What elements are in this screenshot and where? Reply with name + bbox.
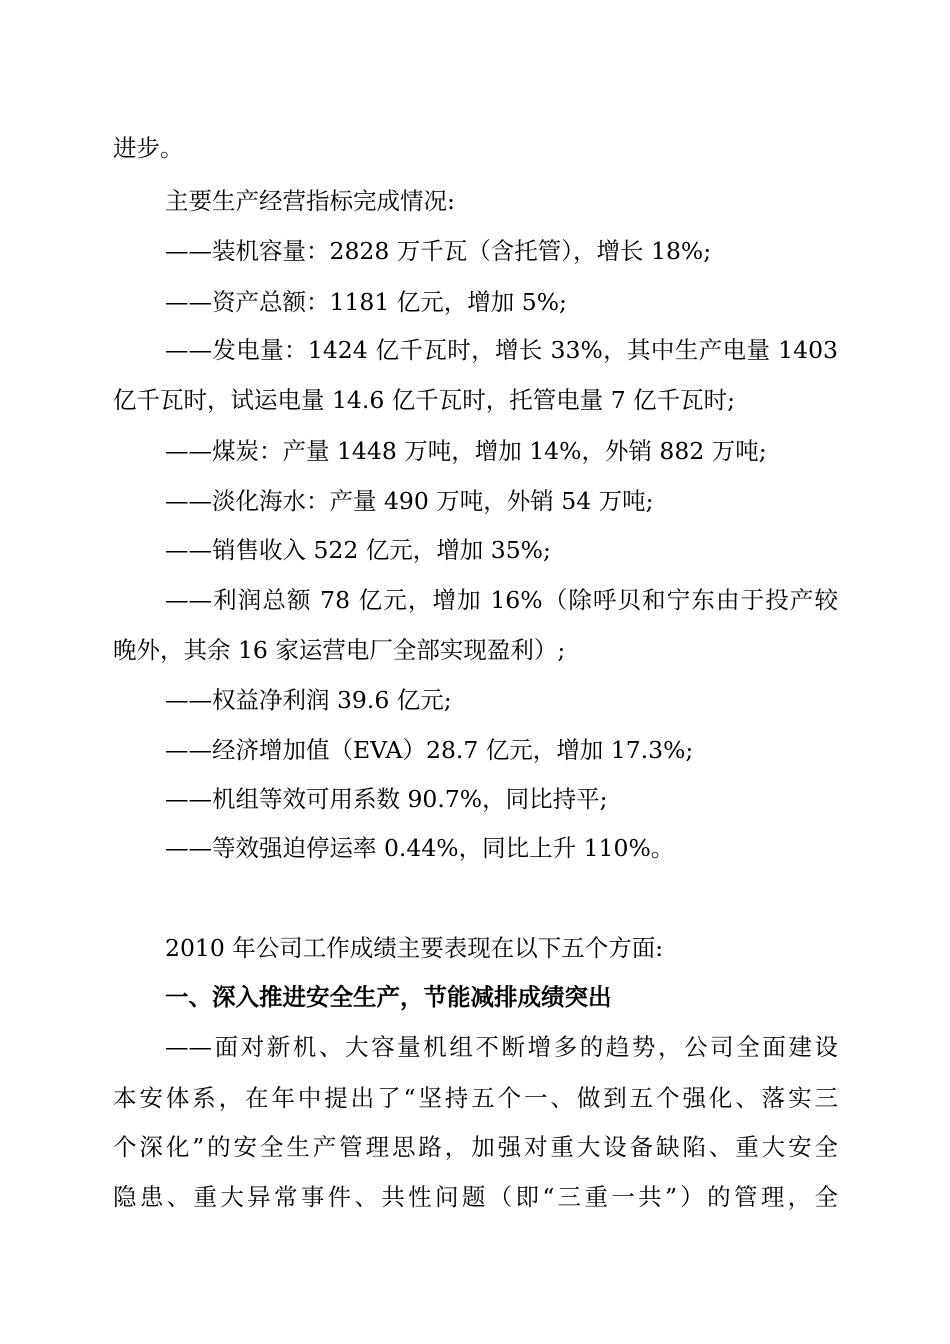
indicator-item: ——资产总额：1181 亿元，增加 5%; bbox=[165, 288, 567, 316]
indicator-item-continued: 亿千瓦时，试运电量 14.6 亿千瓦时，托管电量 7 亿千瓦时; bbox=[113, 386, 736, 414]
indicator-item-continued: 晚外，其余 16 家运营电厂全部实现盈利）; bbox=[113, 636, 566, 664]
indicator-item: ——经济增加值（EVA）28.7 亿元，增加 17.3%; bbox=[165, 736, 694, 764]
section-intro: 2010 年公司工作成绩主要表现在以下五个方面: bbox=[165, 934, 664, 962]
paragraph-line: ——面对新机、大容量机组不断增多的趋势，公司全面建设 bbox=[165, 1033, 838, 1061]
section-heading: 一、深入推进安全生产，节能减排成绩突出 bbox=[165, 983, 612, 1011]
indicator-item: ——机组等效可用系数 90.7%，同比持平; bbox=[165, 785, 608, 813]
indicator-item: ——销售收入 522 亿元，增加 35%; bbox=[165, 536, 551, 564]
section-intro: 主要生产经营指标完成情况: bbox=[165, 187, 455, 215]
paragraph-line: 进步。 bbox=[113, 134, 184, 162]
indicator-item: ——发电量：1424 亿千瓦时，增长 33%，其中生产电量 1403 bbox=[165, 336, 838, 364]
indicator-item: ——煤炭：产量 1448 万吨，增加 14%，外销 882 万吨; bbox=[165, 437, 767, 465]
paragraph-line: 本安体系，在年中提出了“坚持五个一、做到五个强化、落实三 bbox=[113, 1084, 838, 1112]
indicator-item: ——装机容量：2828 万千瓦（含托管），增长 18%; bbox=[165, 237, 712, 265]
indicator-item: ——等效强迫停运率 0.44%，同比上升 110%。 bbox=[165, 834, 675, 862]
paragraph-line: 隐患、重大异常事件、共性问题（即“三重一共”）的管理，全 bbox=[113, 1183, 838, 1211]
indicator-item: ——淡化海水：产量 490 万吨，外销 54 万吨; bbox=[165, 487, 654, 515]
indicator-item: ——利润总额 78 亿元，增加 16%（除呼贝和宁东由于投产较 bbox=[165, 586, 838, 614]
paragraph-line: 个深化”的安全生产管理思路，加强对重大设备缺陷、重大安全 bbox=[113, 1133, 838, 1161]
indicator-item: ——权益净利润 39.6 亿元; bbox=[165, 686, 452, 714]
